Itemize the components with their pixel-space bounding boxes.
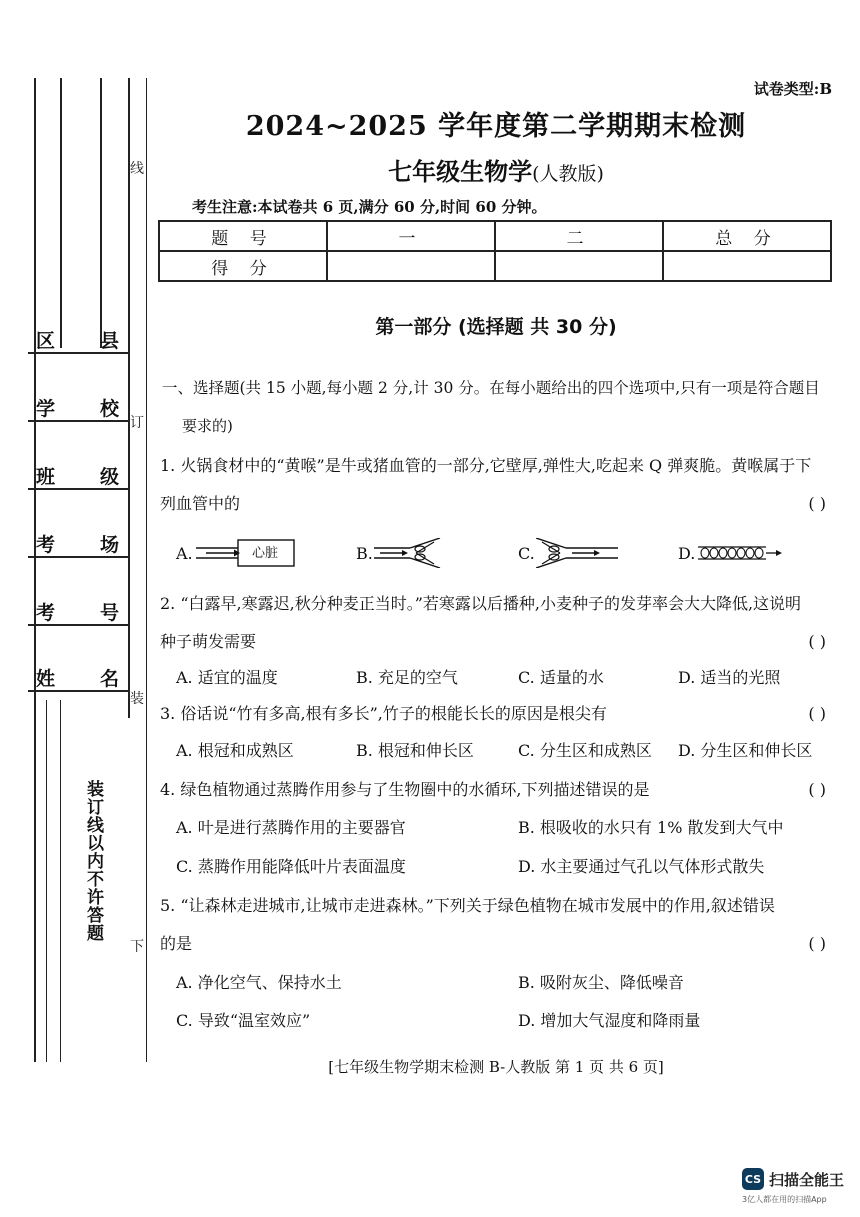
question-2-stem-line-1: 2. “白露早,寒露迟,秋分种麦正当时。”若寒露以后播种,小麦种子的发芽率会大大降低,这说明 [160,594,802,613]
camscanner-logo-icon: CS [742,1168,764,1190]
question-2-option-b[interactable]: B. 充足的空气 [356,668,458,687]
question-5-option-d[interactable]: D. 增加大气湿度和降雨量 [518,1011,701,1030]
field-district: 区 县 [28,326,128,354]
question-1-answer-bracket[interactable]: ( ) [808,494,826,513]
converging-vessel-icon [536,538,626,568]
question-5-option-b[interactable]: B. 吸附灰尘、降低噪音 [518,973,684,992]
question-4-answer-bracket[interactable]: ( ) [808,780,826,799]
question-3-answer-bracket[interactable]: ( ) [808,704,826,723]
question-5 [160,896,830,1036]
score-header-part1: 一 [327,221,495,251]
exam-subtitle [160,152,832,187]
question-1-stem-line-1: 1. 火锅食材中的“黄喉”是牛或猪血管的一部分,它壁厚,弹性大,吃起来 Q 弹爽脆。黄喉属于下 [160,456,812,475]
binding-line-inner-3 [46,700,47,1062]
question-2 [160,594,830,694]
binding-warning: 装订线以内不许答题 [83,780,103,942]
question-4-option-a[interactable]: A. 叶是进行蒸腾作用的主要器官 [176,818,406,837]
binding-mark-line: 线 [130,161,144,177]
question-5-option-c[interactable]: C. 导致“温室效应” [176,1011,311,1030]
field-name: 姓 名 [28,664,128,692]
section-intro-line-2: 要求的) [182,417,233,435]
question-2-option-d[interactable]: D. 适当的光照 [678,668,781,687]
score-cell-total[interactable] [663,251,831,281]
question-3-stem: 3. 俗话说“竹有多高,根有多长”,竹子的根能长长的原因是根尖有 [160,704,607,723]
question-2-option-a[interactable]: A. 适宜的温度 [176,668,278,687]
section-intro-line-1: 一、选择题(共 15 小题,每小题 2 分,计 30 分。在每小题给出的四个选项中,只有一项是符合题目 [162,379,820,397]
question-5-answer-bracket[interactable]: ( ) [808,934,826,953]
question-3-option-a[interactable]: A. 根冠和成熟区 [176,741,294,760]
question-3-option-d[interactable]: D. 分生区和伸长区 [678,741,813,760]
option-c-letter: C. [518,544,535,563]
question-4-stem: 4. 绿色植物通过蒸腾作用参与了生物圈中的水循环,下列描述错误的是 [160,780,650,799]
field-exam-number: 考 号 [28,598,128,626]
field-exam-room: 考 场 [28,530,128,558]
paper-type: 试卷类型:B [753,80,832,98]
page-footer: [七年级生物学期末检测 B-人教版 第 1 页 共 6 页] [328,1058,664,1076]
score-header-question: 题 号 [159,221,327,251]
option-d-letter: D. [678,544,696,563]
question-4 [160,780,830,880]
score-table-header-row [159,221,831,251]
question-2-stem-line-2: 种子萌发需要 [160,632,257,651]
binding-line-inner-4 [60,700,61,1062]
question-2-answer-bracket[interactable]: ( ) [808,632,826,651]
subject-name: 七年级生物学 [388,157,533,186]
question-1-option-a[interactable] [176,538,316,568]
section-title: 第一部分 (选择题 共 30 分) [375,316,617,338]
binding-line-cut [146,78,147,1062]
question-1-stem-line-2: 列血管中的 [160,494,241,513]
score-cell-part1[interactable] [327,251,495,281]
option-a-letter: A. [176,544,193,563]
score-header-part2: 二 [495,221,663,251]
field-class: 班 级 [28,462,128,490]
camscanner-tagline: 3亿人都在用的扫描App [742,1195,827,1204]
binding-mark-bind: 装 [130,691,144,707]
binding-line-inner-2 [100,78,102,348]
question-4-option-c[interactable]: C. 蒸腾作用能降低叶片表面温度 [176,857,406,876]
question-1-option-d[interactable] [678,538,818,568]
exam-title: 2024~2025 学年度第二学期期末检测 [245,111,747,142]
score-row-label: 得 分 [159,251,327,281]
question-2-option-c[interactable]: C. 适量的水 [518,668,604,687]
binding-mark-staple: 订 [130,415,144,431]
capillary-icon [696,538,786,568]
question-4-option-b[interactable]: B. 根吸收的水只有 1% 散发到大气中 [518,818,784,837]
exam-notice: 考生注意:本试卷共 6 页,满分 60 分,时间 60 分钟。 [192,198,547,216]
edition-label: (人教版) [532,163,604,185]
question-1-option-c[interactable] [518,538,658,568]
camscanner-name: 扫描全能王 [769,1171,845,1189]
question-4-option-d[interactable]: D. 水主要通过气孔以气体形式散失 [518,857,765,876]
option-b-letter: B. [356,544,373,563]
binding-line-outer [34,78,36,1062]
branching-vessel-icon [374,538,454,568]
question-3-option-c[interactable]: C. 分生区和成熟区 [518,741,652,760]
question-1-option-b[interactable] [356,538,496,568]
score-table-row [159,251,831,281]
field-school: 学 校 [28,394,128,422]
score-table [158,220,832,282]
vessel-to-heart-icon [194,538,304,568]
question-1 [160,456,830,576]
question-5-stem-line-2: 的是 [160,934,193,953]
binding-mark-below: 下 [130,939,144,955]
question-3 [160,704,830,764]
question-3-option-b[interactable]: B. 根冠和伸长区 [356,741,474,760]
score-header-total: 总 分 [663,221,831,251]
question-5-stem-line-1: 5. “让森林走进城市,让城市走进森林。”下列关于绿色植物在城市发展中的作用,叙述错误 [160,896,775,915]
question-5-option-a[interactable]: A. 净化空气、保持水土 [176,973,342,992]
score-cell-part2[interactable] [495,251,663,281]
binding-line-inner-1 [60,78,62,348]
heart-label: 心脏 [252,546,279,561]
